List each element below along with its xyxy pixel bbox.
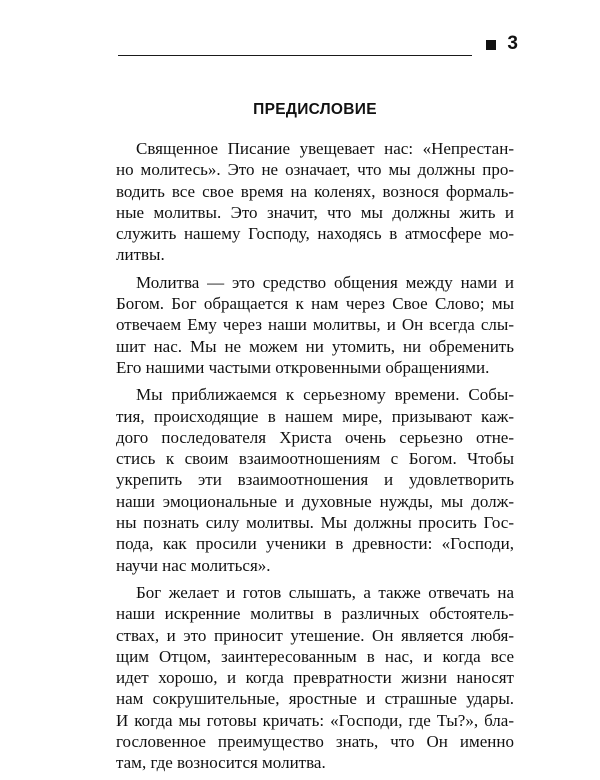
text-line: ные молитвы. Это значит, что мы должны жить и: [116, 202, 514, 222]
text-line: щим Отцом, заинтересованным в нас, и когда все: [116, 646, 514, 666]
page-number: 3: [507, 33, 518, 54]
text-line: И когда мы готовы кричать: «Господи, где Ты?», бла-: [116, 710, 514, 730]
text-line: идет хорошо, и когда превратности жизни наносят: [116, 668, 514, 688]
text-line: служить нашему Господу, находясь в атмосфере мо-: [116, 224, 514, 244]
text-line: ны познать силу молитвы. Мы должны просить Гос-: [116, 513, 514, 533]
text-line: тия, происходящие в нашем мире, призывают каж-: [116, 406, 514, 426]
text-line: гословенное преимущество знать, что Он именно: [116, 732, 514, 752]
text-line: нам сокрушительные, яростные и страшные удары.: [116, 689, 514, 709]
text-line: литвы.: [116, 245, 165, 265]
text-line: Молитва — это средство общения между нами и: [136, 272, 514, 292]
text-line: Священное Писание увещевает нас: «Непрестан-: [136, 139, 514, 158]
page-content: [116, 100, 514, 780]
text-line: водить все свое время на коленях, вознося формаль-: [116, 181, 514, 201]
header-rule: [118, 55, 472, 56]
text-line: отвечаем Ему через наши молитвы, и Он всегда слы-: [116, 315, 514, 335]
square-bullet-icon: [486, 40, 496, 50]
paragraph: [116, 272, 514, 378]
text-line: Мы приближаемся к серьезному времени. Собы-: [136, 385, 514, 405]
text-line: там, где возносится молитва.: [116, 753, 326, 773]
text-line: Бог желает и готов слышать, а также отвечать на: [136, 582, 514, 602]
text-line: наши искренние молитвы в различных обстоятель-: [116, 604, 514, 624]
paragraph: [116, 582, 514, 774]
text-line: стись к своим взаимоотношениям с Богом. Чтобы: [116, 449, 514, 469]
text-line: шит нас. Мы не можем ни утомить, ни обременить: [116, 336, 514, 356]
text-line: но молитесь». Это не означает, что мы должны про-: [116, 160, 514, 180]
text-line: Его нашими частыми откровенными обращениями.: [116, 357, 490, 377]
paragraph: [116, 384, 514, 576]
page-header: [118, 33, 520, 60]
paragraph: [116, 138, 514, 266]
text-line: научи нас молиться».: [116, 555, 271, 575]
text-line: наши эмоциональные и духовные нужды, мы долж-: [116, 491, 514, 511]
text-line: укрепить эти взаимоотношения и удовлетворить: [116, 470, 514, 490]
text-line: Богом. Бог обращается к нам через Свое Слово; мы: [116, 294, 514, 314]
text-line: пода, как просили ученики в древности: «Господи,: [116, 534, 514, 554]
body-text: [116, 138, 514, 774]
text-line: дого последователя Христа очень серьезно отне-: [116, 427, 514, 447]
text-line: ствах, и это приносит утешение. Он является любя-: [116, 625, 514, 645]
section-title: ПРЕДИСЛОВИЕ: [253, 101, 377, 118]
